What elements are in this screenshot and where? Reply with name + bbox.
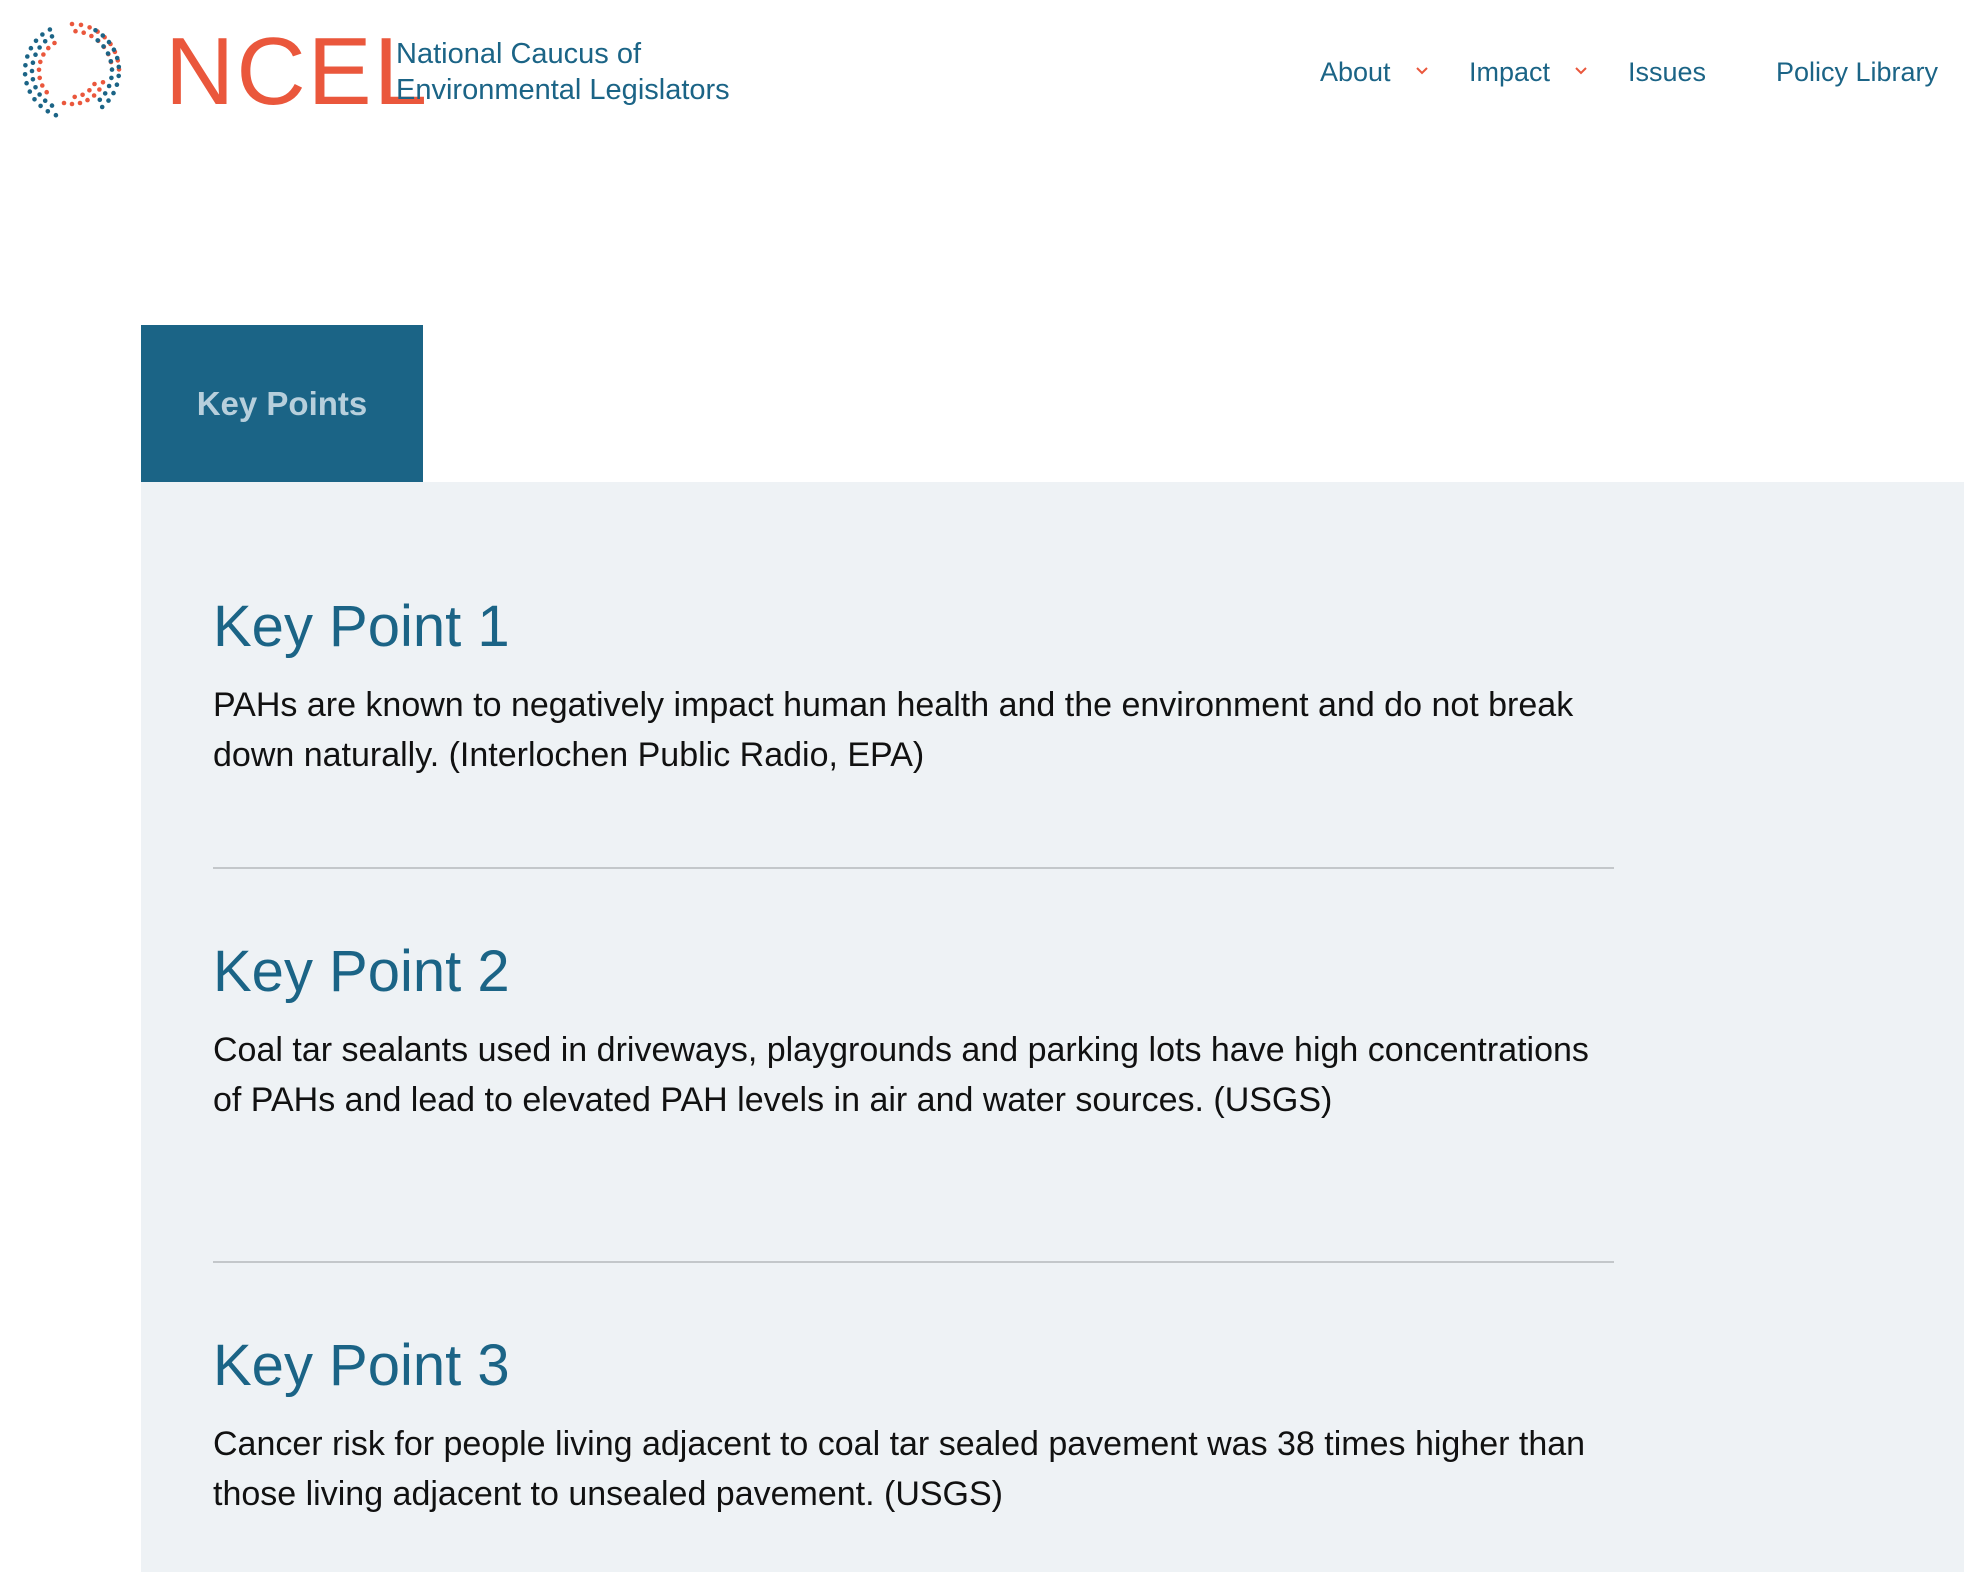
logo-dot [98, 98, 103, 103]
logo-dot [25, 54, 30, 59]
logo-dot [31, 60, 36, 65]
nav-policy-library[interactable]: Policy Library [1776, 57, 1939, 87]
logo-dot [72, 95, 77, 100]
key-points-panel [141, 482, 1964, 1572]
logo-dot [46, 109, 51, 114]
logo-dot [80, 93, 85, 98]
logo-dot [111, 91, 116, 96]
logo-dot [101, 44, 106, 49]
key-point-title: Key Point 1 [213, 594, 510, 659]
logo-dot [100, 105, 105, 110]
logo-dot [85, 98, 90, 103]
logo-dot [107, 84, 112, 89]
nav-about[interactable]: About [1320, 57, 1391, 87]
logo-dot [32, 97, 37, 102]
key-point-item [213, 592, 1613, 780]
nav-issues[interactable]: Issues [1628, 57, 1707, 87]
key-point-text: Coal tar sealants used in driveways, playgrounds and parking lots have high concentrations of PAHs and lead to elevated PAH levels in air and water sources. (USGS) [213, 1031, 1589, 1119]
logo-dot [50, 103, 55, 108]
key-point-text: Cancer risk for people living adjacent to coal tar sealed pavement was 38 times higher than those living adjacent to unsealed pavement. (USGS) [213, 1425, 1586, 1513]
logo-dot [23, 63, 28, 68]
logo-dot [97, 87, 102, 92]
logo-dot [34, 39, 39, 44]
logo-dot [38, 104, 43, 109]
logo-dot [95, 38, 100, 43]
logo-dot [103, 91, 108, 96]
logo-dot [112, 47, 117, 52]
logo-dot [50, 34, 55, 39]
key-point-text: PAHs are known to negatively impact human health and the environment and do not break down naturally. (Interlochen Public Radio, EPA) [213, 686, 1574, 774]
logo-dot [48, 27, 53, 32]
tab-key-points-label: Key Points [196, 384, 368, 422]
organization-name-line2: Environmental Legislators [396, 74, 730, 106]
logo-dot [54, 113, 59, 118]
logo-dot [106, 98, 111, 103]
key-point-title: Key Point 3 [213, 1333, 510, 1398]
logo-dot [46, 46, 51, 51]
logo-dot [23, 72, 28, 77]
nav-impact[interactable]: Impact [1469, 57, 1551, 87]
logo-dot [93, 28, 98, 33]
logo-dot [62, 101, 67, 106]
logo-dot [30, 69, 35, 74]
logo-dot [109, 59, 114, 64]
divider [213, 867, 1614, 869]
logo-dot [116, 74, 121, 79]
logo-dot [44, 90, 49, 95]
logo-dot [115, 82, 120, 87]
logo-dot [52, 41, 57, 46]
ncel-logo-icon[interactable] [0, 20, 148, 122]
logo-dot [109, 76, 114, 81]
logo-dot [79, 23, 84, 28]
logo-dot [101, 33, 106, 38]
logo-dot [40, 83, 45, 88]
logo-dot [28, 89, 33, 94]
logo-dot [92, 93, 97, 98]
logo-dot [37, 45, 42, 50]
logo-dot [78, 101, 83, 106]
logo-dot [29, 46, 34, 51]
key-point-item [213, 937, 1613, 1125]
logo-dot [115, 56, 120, 61]
logo-dot [89, 34, 94, 39]
divider [213, 1261, 1614, 1263]
key-point-item [213, 1331, 1613, 1519]
logo-dot [33, 52, 38, 57]
key-point-title: Key Point 2 [213, 939, 510, 1004]
logo-dot [43, 98, 48, 103]
logo-dot [117, 65, 122, 70]
logo-dot [43, 39, 48, 44]
logo-dot [110, 67, 115, 72]
tab-key-points[interactable] [141, 325, 423, 482]
logo-dot [70, 102, 75, 107]
chevron-down-icon [1415, 66, 1429, 76]
logo-dot [73, 29, 78, 34]
logo-dot [41, 52, 46, 57]
logo-dot [101, 80, 106, 85]
logo-dot [37, 76, 42, 81]
logo-dot [37, 68, 42, 73]
logo-wordmark[interactable]: NCEL [165, 18, 430, 125]
organization-name-line1: National Caucus of [396, 38, 642, 70]
logo-dot [70, 22, 75, 27]
logo-dot [40, 32, 45, 37]
logo-dot [87, 25, 92, 30]
logo-dot [81, 30, 86, 35]
logo-dot [31, 77, 36, 82]
logo-dot [106, 51, 111, 56]
logo-dot [38, 60, 43, 65]
chevron-down-icon [1574, 66, 1588, 76]
organization-name[interactable] [396, 36, 730, 108]
logo-dot [107, 40, 112, 45]
logo-dot [92, 82, 97, 87]
logo-dot [33, 85, 38, 90]
logo-dot [24, 81, 29, 86]
logo-dot [37, 92, 42, 97]
logo-dot [87, 88, 92, 93]
